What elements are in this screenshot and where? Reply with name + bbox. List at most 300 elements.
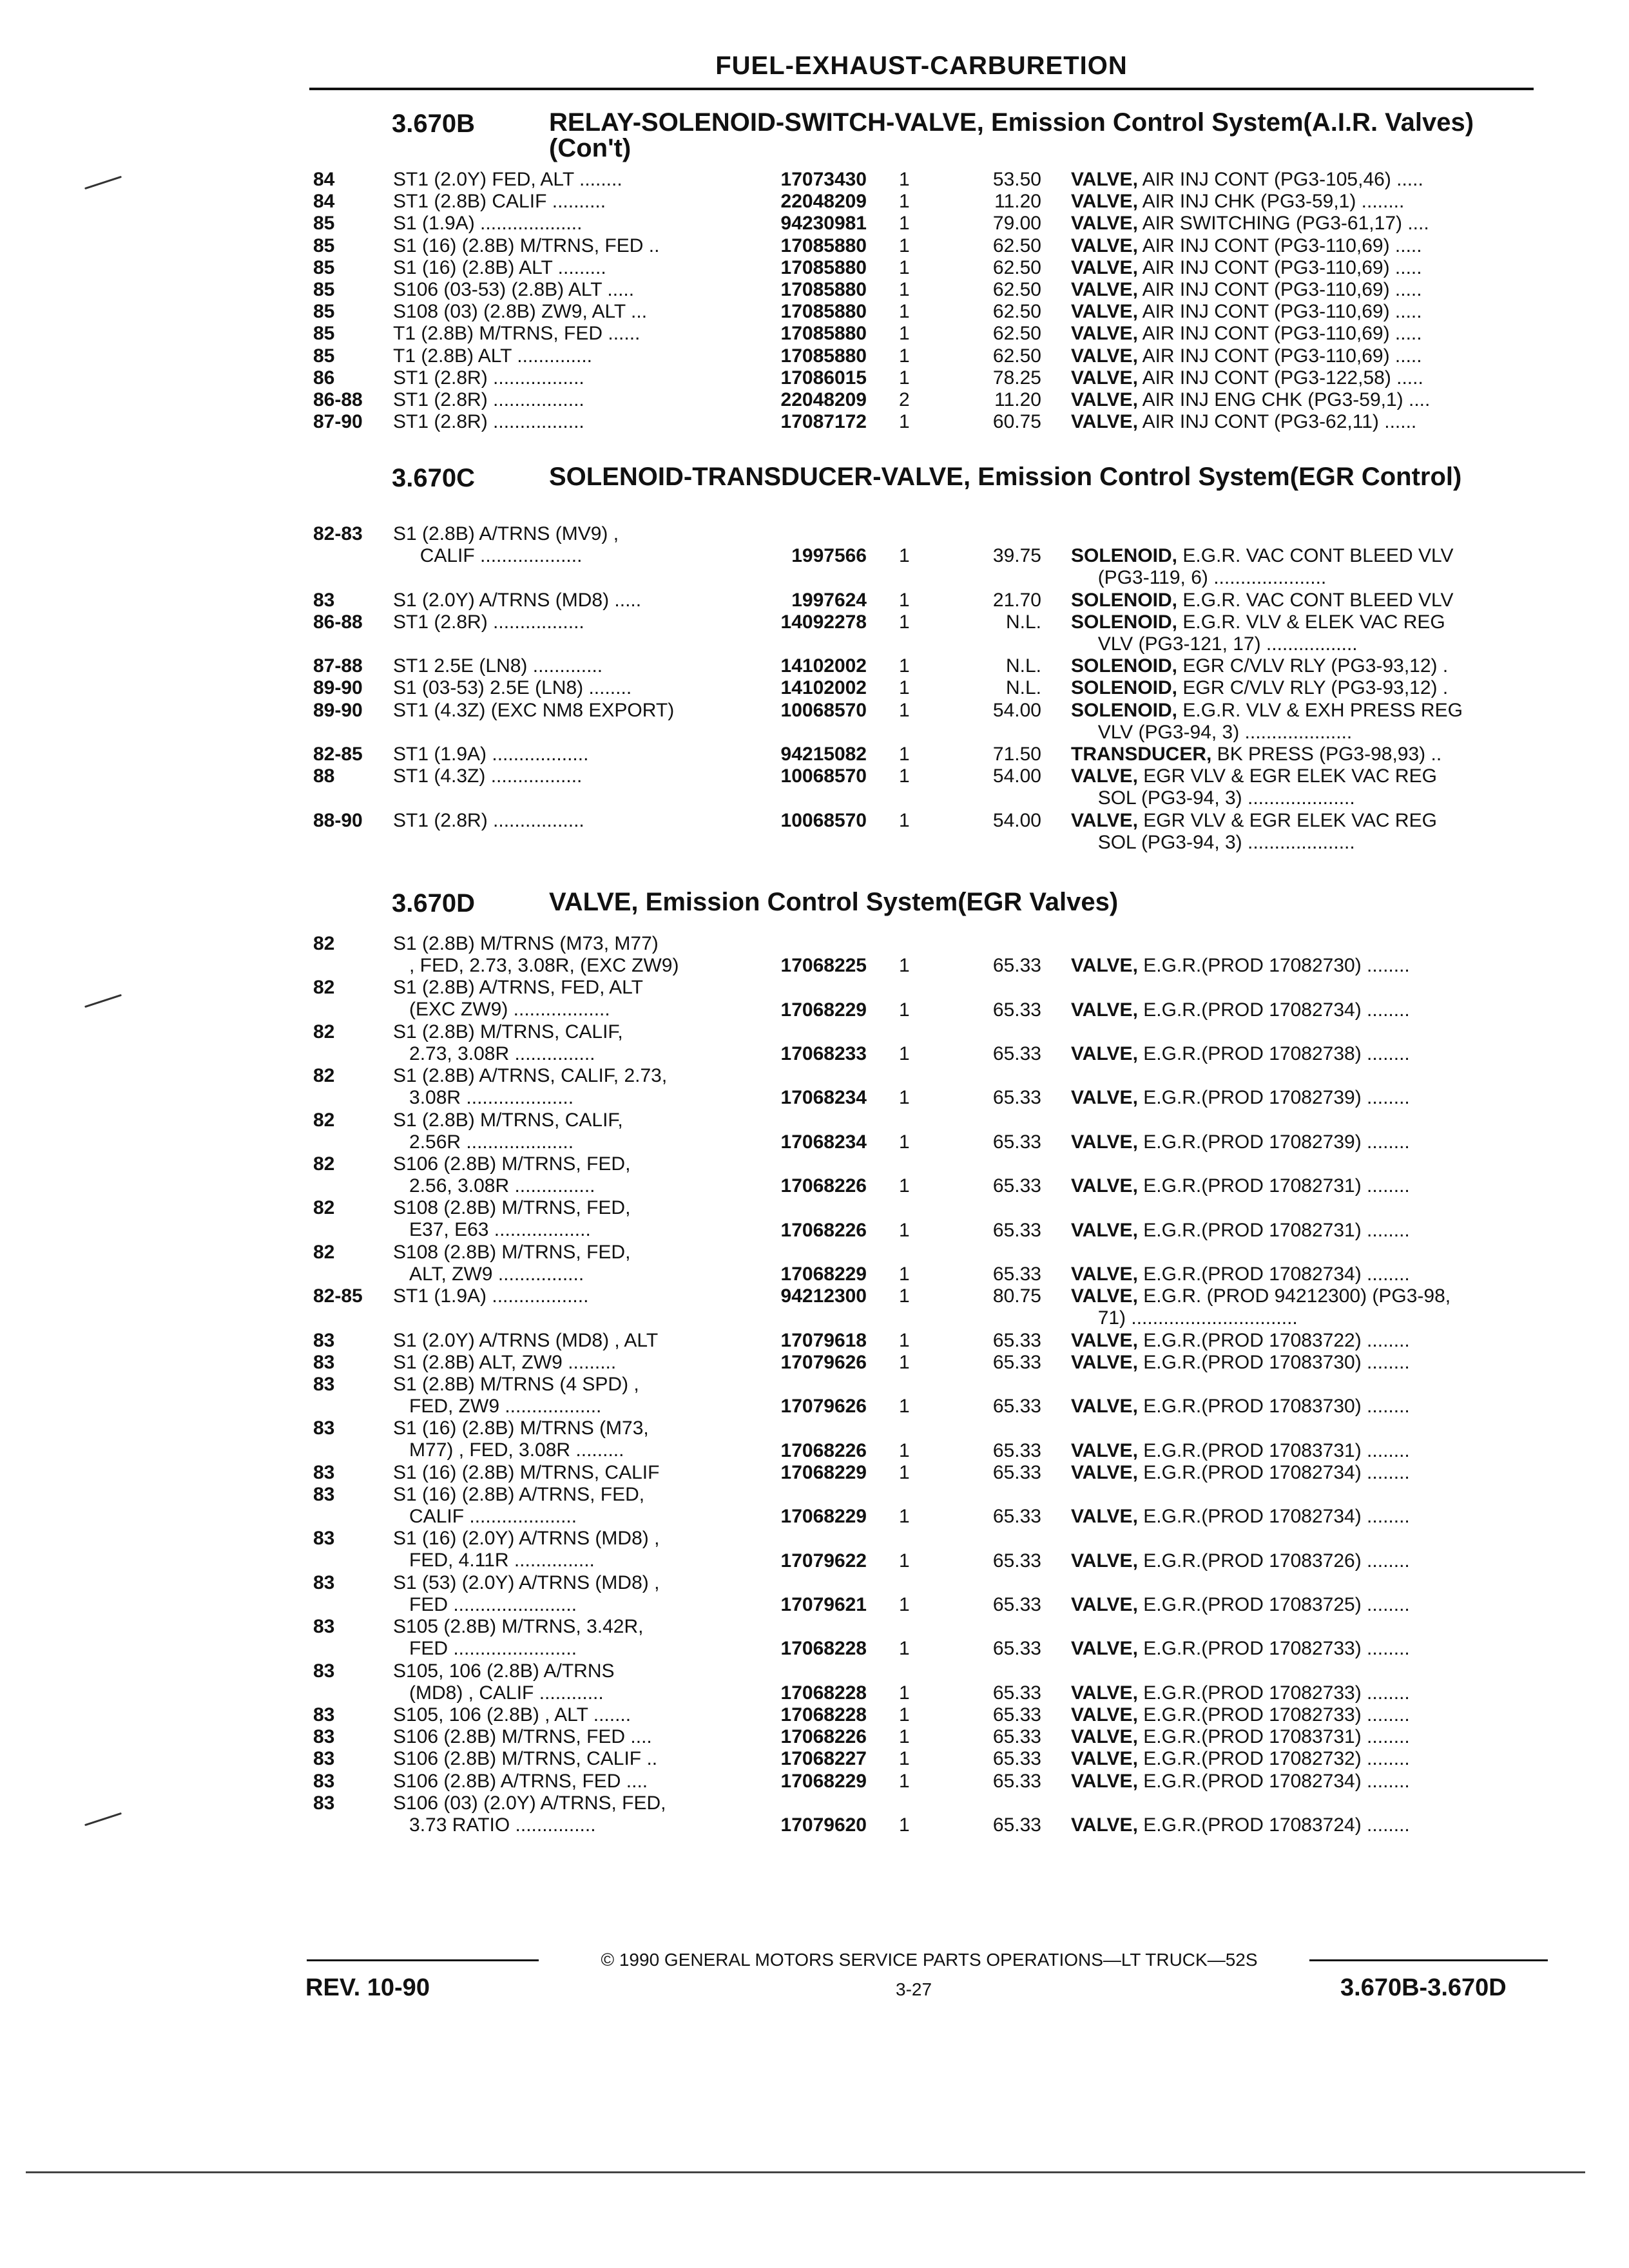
model-year: 82-85: [313, 1285, 363, 1307]
part-name-detail: E.G.R.(PROD 17082734) ........: [1137, 1506, 1410, 1528]
part-name: [1071, 1682, 1541, 1704]
part-name-detail: E.G.R.(PROD 17083731) ........: [1137, 1726, 1410, 1748]
part-name: [1071, 1462, 1541, 1484]
table-row: [0, 655, 1629, 677]
model-year: 85: [313, 301, 335, 323]
part-name: [1071, 1352, 1541, 1374]
page-bottom-edge: [26, 2171, 1585, 2173]
part-name: [1071, 655, 1541, 677]
application-description: S105 (2.8B) M/TRNS, 3.42R, FED .......................: [393, 1616, 644, 1660]
price: 78.25: [992, 367, 1041, 389]
part-name-keyword: VALVE,: [1071, 169, 1138, 190]
quantity: 1: [899, 1770, 910, 1792]
price: 54.00: [992, 699, 1041, 721]
part-name-detail: E.G.R. (PROD 94212300) (PG3-98, 71) ...............................: [1097, 1285, 1451, 1329]
price: 65.33: [992, 1461, 1041, 1483]
quantity: 1: [899, 1726, 910, 1748]
part-name: [1071, 1220, 1541, 1242]
part-name-detail: AIR INJ CONT (PG3-110,69) .....: [1137, 235, 1422, 256]
part-name-keyword: VALVE,: [1071, 323, 1138, 345]
table-row: [0, 169, 1629, 191]
part-number: 17068229: [780, 1461, 867, 1483]
model-year: 83: [313, 1374, 335, 1395]
quantity: 1: [899, 1351, 910, 1373]
application-description: S1 (16) (2.8B) M/TRNS, CALIF: [393, 1461, 660, 1483]
application-description: T1 (2.8B) M/TRNS, FED ......: [393, 323, 641, 345]
application-description: S106 (2.8B) A/TRNS, FED ....: [393, 1770, 648, 1792]
table-row: [0, 1352, 1629, 1374]
application-description: S1 (2.8B) ALT, ZW9 .........: [393, 1351, 617, 1373]
part-number: 17068228: [780, 1682, 867, 1704]
price: 65.33: [992, 1814, 1041, 1836]
model-year: 83: [313, 1792, 335, 1814]
table-row: [0, 1065, 1629, 1109]
application-description: S1 (2.8B) M/TRNS, CALIF, 2.56R ....................: [393, 1109, 623, 1153]
part-name-keyword: VALVE,: [1071, 411, 1138, 433]
part-name: [1071, 213, 1541, 235]
model-year: 83: [313, 1329, 335, 1351]
application-description: ST1 (2.8R) .................: [393, 389, 584, 410]
part-name-detail: AIR INJ CHK (PG3-59,1) ........: [1137, 191, 1405, 213]
quantity: 1: [899, 1748, 910, 1770]
part-name: [1071, 1396, 1541, 1418]
model-year: 82: [313, 1065, 335, 1087]
section-number: 3.670B: [392, 110, 475, 138]
part-name-keyword: VALVE,: [1071, 279, 1138, 300]
application-description: S1 (2.8B) M/TRNS (4 SPD) , FED, ZW9 ..................: [393, 1374, 639, 1417]
quantity: 1: [899, 699, 910, 721]
table-row: [0, 191, 1629, 213]
part-name: [1071, 955, 1541, 977]
part-name: [1071, 1771, 1541, 1792]
price: 65.33: [992, 1506, 1041, 1528]
part-name: [1071, 1264, 1541, 1285]
part-number: 17086015: [780, 367, 867, 389]
part-number: 17085880: [780, 323, 867, 345]
quantity: 1: [899, 1682, 910, 1704]
model-year: 89-90: [313, 699, 363, 721]
table-row: [0, 411, 1629, 433]
price: 65.33: [992, 1770, 1041, 1792]
model-year: 83: [313, 1616, 335, 1638]
model-year: 85: [313, 213, 335, 235]
quantity: 1: [899, 345, 910, 367]
price: 80.75: [992, 1285, 1041, 1307]
part-name-keyword: VALVE,: [1071, 1439, 1138, 1461]
model-year: 83: [313, 1571, 335, 1593]
part-number: 22048209: [780, 389, 867, 410]
price: 65.33: [992, 1263, 1041, 1285]
part-name-detail: E.G.R.(PROD 17082733) ........: [1137, 1638, 1410, 1660]
application-description: ST1 (2.8R) .................: [393, 367, 584, 389]
part-number: 17073430: [780, 169, 867, 190]
part-name-keyword: VALVE,: [1071, 1770, 1138, 1792]
part-name: [1071, 169, 1541, 191]
quantity: 1: [899, 744, 910, 765]
model-year: 83: [313, 1748, 335, 1770]
part-name: [1071, 345, 1541, 367]
price: 65.33: [992, 1396, 1041, 1418]
table-row: [0, 257, 1629, 279]
model-year: 85: [313, 279, 335, 300]
table-row: [0, 933, 1629, 977]
part-name-detail: E.G.R.(PROD 17082739) ........: [1137, 1131, 1410, 1153]
table-row: [0, 677, 1629, 699]
part-name: [1071, 279, 1541, 301]
part-name: [1071, 1175, 1541, 1197]
part-name-detail: E.G.R.(PROD 17082730) ........: [1137, 955, 1410, 977]
part-number: 17079626: [780, 1351, 867, 1373]
quantity: 1: [899, 1593, 910, 1615]
part-name: [1071, 301, 1541, 323]
part-number: 17068226: [780, 1726, 867, 1748]
quantity: 1: [899, 1329, 910, 1351]
part-number: 17085880: [780, 256, 867, 278]
table-row: [0, 1528, 1629, 1571]
part-number: 17068226: [780, 1439, 867, 1461]
part-number: 10068570: [780, 765, 867, 787]
application-description: S1 (16) (2.8B) M/TRNS, FED ..: [393, 235, 660, 256]
part-name-keyword: VALVE,: [1071, 1087, 1138, 1109]
table-row: [0, 1197, 1629, 1241]
part-name-keyword: VALVE,: [1071, 1263, 1138, 1285]
quantity: 1: [899, 1263, 910, 1285]
table-row: [0, 1374, 1629, 1418]
part-name-detail: AIR INJ CONT (PG3-110,69) .....: [1137, 301, 1422, 323]
part-name-keyword: VALVE,: [1071, 301, 1138, 323]
part-name-keyword: VALVE,: [1071, 1748, 1138, 1770]
price: 65.33: [992, 1550, 1041, 1571]
application-description: S1 (2.0Y) A/TRNS (MD8) .....: [393, 589, 642, 611]
part-number: 17079618: [780, 1329, 867, 1351]
application-description: S106 (2.8B) M/TRNS, FED ....: [393, 1726, 652, 1748]
part-name: [1071, 545, 1541, 589]
price: 65.33: [992, 1351, 1041, 1373]
application-description: S1 (16) (2.0Y) A/TRNS (MD8) , FED, 4.11R ...............: [393, 1528, 660, 1571]
part-name-detail: AIR INJ CONT (PG3-105,46) .....: [1137, 169, 1423, 190]
part-name: [1071, 1638, 1541, 1660]
part-name-keyword: VALVE,: [1071, 999, 1138, 1021]
price: 65.33: [992, 1219, 1041, 1241]
part-name-keyword: SOLENOID,: [1071, 589, 1178, 611]
price: 39.75: [992, 545, 1041, 567]
part-number: 17068229: [780, 1506, 867, 1528]
quantity: 1: [899, 1814, 910, 1836]
part-name-keyword: VALVE,: [1071, 389, 1138, 410]
model-year: 83: [313, 1461, 335, 1483]
application-description: S1 (2.8B) A/TRNS (MV9) , CALIF ...................: [393, 523, 619, 566]
table-row: [0, 1748, 1629, 1770]
application-description: ST1 2.5E (LN8) .............: [393, 655, 603, 677]
quantity: 1: [899, 545, 910, 567]
quantity: 1: [899, 169, 910, 190]
part-name: [1071, 257, 1541, 279]
part-name: [1071, 235, 1541, 257]
application-description: S1 (03-53) 2.5E (LN8) ........: [393, 677, 632, 699]
part-number: 17068227: [780, 1748, 867, 1770]
application-description: S108 (2.8B) M/TRNS, FED, E37, E63 ..................: [393, 1197, 631, 1241]
part-number: 10068570: [780, 809, 867, 831]
part-number: 17068233: [780, 1043, 867, 1064]
quantity: 1: [899, 1550, 910, 1571]
part-name: [1071, 1704, 1541, 1726]
price: 65.33: [992, 1439, 1041, 1461]
part-name-keyword: VALVE,: [1071, 367, 1138, 389]
model-year: 84: [313, 169, 335, 190]
part-name: [1071, 611, 1541, 655]
part-name-keyword: VALVE,: [1071, 765, 1138, 787]
table-row: [0, 213, 1629, 235]
application-description: S1 (16) (2.8B) M/TRNS (M73, M77) , FED, 3.08R .........: [393, 1418, 649, 1461]
table-row: [0, 279, 1629, 301]
table-row: [0, 765, 1629, 809]
price: 60.75: [992, 411, 1041, 433]
part-name-detail: E.G.R.(PROD 17082733) ........: [1137, 1704, 1410, 1725]
application-description: S1 (2.8B) M/TRNS (M73, M77) , FED, 2.73, 3.08R, (EXC ZW9): [393, 933, 679, 976]
price: 62.50: [992, 279, 1041, 300]
model-year: 82: [313, 1153, 335, 1175]
part-number: 17068226: [780, 1219, 867, 1241]
quantity: 2: [899, 389, 910, 410]
model-year: 82: [313, 1109, 335, 1131]
quantity: 1: [899, 589, 910, 611]
part-name-keyword: VALVE,: [1071, 1682, 1138, 1704]
model-year: 84: [313, 191, 335, 213]
model-year: 82: [313, 977, 335, 999]
application-description: S1 (2.0Y) A/TRNS (MD8) , ALT: [393, 1329, 659, 1351]
price: N.L.: [1005, 677, 1041, 699]
table-row: [0, 1110, 1629, 1153]
table-row: [0, 1616, 1629, 1660]
part-name-keyword: VALVE,: [1071, 345, 1138, 367]
part-name: [1071, 1131, 1541, 1153]
table-row: [0, 1771, 1629, 1792]
part-name-detail: E.G.R.(PROD 17082734) ........: [1137, 1263, 1410, 1285]
part-name: [1071, 700, 1541, 744]
price: 11.20: [994, 191, 1041, 213]
application-description: ST1 (4.3Z) (EXC NM8 EXPORT): [393, 699, 675, 721]
part-number: 17085880: [780, 301, 867, 323]
part-number: 17068228: [780, 1638, 867, 1660]
part-name-keyword: VALVE,: [1071, 1219, 1138, 1241]
part-number: 14102002: [780, 677, 867, 699]
part-name-keyword: SOLENOID,: [1071, 611, 1178, 633]
part-name: [1071, 411, 1541, 433]
model-year: 83: [313, 1726, 335, 1748]
application-description: S106 (03) (2.0Y) A/TRNS, FED, 3.73 RATIO ...............: [393, 1792, 666, 1836]
part-name: [1071, 590, 1541, 611]
model-year: 88-90: [313, 809, 363, 831]
table-row: [0, 1660, 1629, 1704]
model-year: 83: [313, 1660, 335, 1682]
table-row: [0, 977, 1629, 1021]
quantity: 1: [899, 765, 910, 787]
part-name-keyword: VALVE,: [1071, 1329, 1138, 1351]
part-name-detail: EGR VLV & EGR ELEK VAC REG SOL (PG3-94, 3) ....................: [1097, 809, 1437, 853]
part-name-detail: BK PRESS (PG3-98,93) ..: [1211, 744, 1442, 765]
model-year: 89-90: [313, 677, 363, 699]
application-description: ST1 (2.8R) .................: [393, 611, 584, 633]
application-description: S1 (2.8B) M/TRNS, CALIF, 2.73, 3.08R ...............: [393, 1021, 623, 1064]
part-number: 17068226: [780, 1175, 867, 1197]
part-name-detail: AIR INJ ENG CHK (PG3-59,1) ....: [1137, 389, 1431, 410]
model-year: 82: [313, 1197, 335, 1219]
price: 11.20: [994, 389, 1041, 410]
part-name-keyword: VALVE,: [1071, 1814, 1138, 1836]
price: 65.33: [992, 1593, 1041, 1615]
application-description: S106 (2.8B) M/TRNS, FED, 2.56, 3.08R ...............: [393, 1153, 631, 1196]
table-row: [0, 1330, 1629, 1352]
quantity: 1: [899, 1704, 910, 1725]
section-title: VALVE, Emission Control System(EGR Valves): [549, 888, 1119, 916]
part-number: 22048209: [780, 191, 867, 213]
application-description: S106 (2.8B) M/TRNS, CALIF ..: [393, 1748, 658, 1770]
model-year: 85: [313, 323, 335, 345]
model-year: 85: [313, 256, 335, 278]
part-name-keyword: VALVE,: [1071, 1726, 1138, 1748]
table-row: [0, 1792, 1629, 1836]
part-name-keyword: VALVE,: [1071, 1175, 1138, 1197]
model-year: 83: [313, 1528, 335, 1550]
part-name-detail: E.G.R.(PROD 17082731) ........: [1137, 1175, 1410, 1197]
part-number: 17085880: [780, 235, 867, 256]
part-number: 10068570: [780, 699, 867, 721]
part-number: 94230981: [780, 213, 867, 235]
quantity: 1: [899, 1043, 910, 1064]
part-name-detail: E.G.R.(PROD 17082739) ........: [1137, 1087, 1410, 1109]
part-name-keyword: VALVE,: [1071, 1351, 1138, 1373]
table-row: [0, 523, 1629, 589]
part-name-detail: AIR SWITCHING (PG3-61,17) ....: [1137, 213, 1429, 235]
price: 65.33: [992, 1131, 1041, 1153]
table-row: [0, 1021, 1629, 1065]
price: 65.33: [992, 1638, 1041, 1660]
part-number: 17068229: [780, 1770, 867, 1792]
table-row: [0, 1153, 1629, 1197]
model-year: 83: [313, 1351, 335, 1373]
application-description: S1 (16) (2.8B) ALT .........: [393, 256, 606, 278]
application-description: ST1 (2.8R) .................: [393, 809, 584, 831]
part-name-detail: E.G.R.(PROD 17082733) ........: [1137, 1682, 1410, 1704]
table-row: [0, 301, 1629, 323]
application-description: S1 (53) (2.0Y) A/TRNS (MD8) , FED .......................: [393, 1571, 660, 1615]
table-row: [0, 744, 1629, 765]
part-name-keyword: SOLENOID,: [1071, 655, 1178, 677]
application-description: S1 (1.9A) ...................: [393, 213, 583, 235]
part-name: [1071, 1726, 1541, 1748]
part-name: [1071, 999, 1541, 1021]
footer-section-range: 3.670B-3.670D: [1340, 1974, 1507, 2001]
model-year: 82-85: [313, 744, 363, 765]
header-rule: [309, 88, 1534, 90]
part-name-detail: AIR INJ CONT (PG3-110,69) .....: [1137, 279, 1422, 300]
part-name-detail: E.G.R. VAC CONT BLEED VLV (PG3-119, 6) .....................: [1097, 545, 1454, 589]
price: 65.33: [992, 999, 1041, 1021]
price: 54.00: [992, 765, 1041, 787]
table-row: [0, 323, 1629, 345]
section-title: RELAY-SOLENOID-SWITCH-VALVE, Emission Control System(A.I.R. Valves) (Con't): [549, 108, 1474, 162]
model-year: 86-88: [313, 389, 363, 410]
part-name-keyword: VALVE,: [1071, 213, 1138, 235]
part-name-detail: AIR INJ CONT (PG3-110,69) .....: [1137, 345, 1422, 367]
part-name-keyword: VALVE,: [1071, 1593, 1138, 1615]
price: 65.33: [992, 1087, 1041, 1109]
quantity: 1: [899, 213, 910, 235]
part-name-detail: AIR INJ CONT (PG3-110,69) .....: [1137, 256, 1422, 278]
part-name-detail: E.G.R.(PROD 17083725) ........: [1137, 1593, 1410, 1615]
quantity: 1: [899, 1219, 910, 1241]
part-name: [1071, 1748, 1541, 1770]
quantity: 1: [899, 1461, 910, 1483]
part-name-keyword: VALVE,: [1071, 1285, 1138, 1307]
model-year: 83: [313, 589, 335, 611]
application-description: S1 (2.8B) A/TRNS, FED, ALT (EXC ZW9) ..................: [393, 977, 643, 1021]
part-name-detail: E.G.R.(PROD 17083724) ........: [1137, 1814, 1410, 1836]
model-year: 87-90: [313, 411, 363, 433]
part-name-detail: E.G.R. VAC CONT BLEED VLV: [1177, 589, 1454, 611]
part-name-detail: EGR C/VLV RLY (PG3-93,12) .: [1177, 677, 1449, 699]
table-row: [0, 1726, 1629, 1748]
price: 79.00: [992, 213, 1041, 235]
table-row: [0, 1484, 1629, 1528]
price: 62.50: [992, 256, 1041, 278]
quantity: 1: [899, 1439, 910, 1461]
application-description: ST1 (2.8B) CALIF ..........: [393, 191, 606, 213]
model-year: 85: [313, 345, 335, 367]
part-name-keyword: VALVE,: [1071, 1131, 1138, 1153]
part-name-detail: E.G.R.(PROD 17083730) ........: [1137, 1351, 1410, 1373]
page-header-title: FUEL-EXHAUST-CARBURETION: [715, 52, 1128, 80]
part-number: 1997566: [791, 545, 867, 567]
part-name-keyword: VALVE,: [1071, 1704, 1138, 1725]
model-year: 87-88: [313, 655, 363, 677]
model-year: 82: [313, 1241, 335, 1263]
price: 65.33: [992, 1704, 1041, 1725]
part-number: 17079626: [780, 1396, 867, 1418]
part-name-detail: E.G.R. VLV & EXH PRESS REG VLV (PG3-94, 3) ....................: [1097, 699, 1463, 743]
quantity: 1: [899, 367, 910, 389]
section-title: SOLENOID-TRANSDUCER-VALVE, Emission Control System(EGR Control): [549, 463, 1462, 491]
footer-rule-right: [1309, 1959, 1548, 1961]
quantity: 1: [899, 809, 910, 831]
part-name-detail: E.G.R.(PROD 17083726) ........: [1137, 1550, 1410, 1571]
footer-copyright: © 1990 GENERAL MOTORS SERVICE PARTS OPERATIONS—LT TRUCK—52S: [601, 1950, 1258, 1970]
table-row: [0, 1418, 1629, 1461]
application-description: S1 (16) (2.8B) A/TRNS, FED, CALIF ....................: [393, 1484, 645, 1527]
part-name: [1071, 765, 1541, 809]
table-row: [0, 1704, 1629, 1726]
part-number: 94212300: [780, 1285, 867, 1307]
table-row: [0, 810, 1629, 854]
part-number: 17085880: [780, 279, 867, 300]
part-number: 17079621: [780, 1593, 867, 1615]
table-row: [0, 1462, 1629, 1484]
application-description: S1 (2.8B) A/TRNS, CALIF, 2.73, 3.08R ....................: [393, 1065, 668, 1109]
quantity: 1: [899, 1087, 910, 1109]
part-name: [1071, 1087, 1541, 1109]
price: 65.33: [992, 1175, 1041, 1197]
part-name-keyword: SOLENOID,: [1071, 699, 1178, 721]
part-name: [1071, 1814, 1541, 1836]
part-number: 17068229: [780, 1263, 867, 1285]
application-description: T1 (2.8B) ALT ..............: [393, 345, 592, 367]
part-number: 94215082: [780, 744, 867, 765]
application-description: ST1 (2.8R) .................: [393, 411, 584, 433]
application-description: S108 (2.8B) M/TRNS, FED, ALT, ZW9 ................: [393, 1241, 631, 1285]
part-name: [1071, 1550, 1541, 1572]
price: 71.50: [992, 744, 1041, 765]
model-year: 86-88: [313, 611, 363, 633]
